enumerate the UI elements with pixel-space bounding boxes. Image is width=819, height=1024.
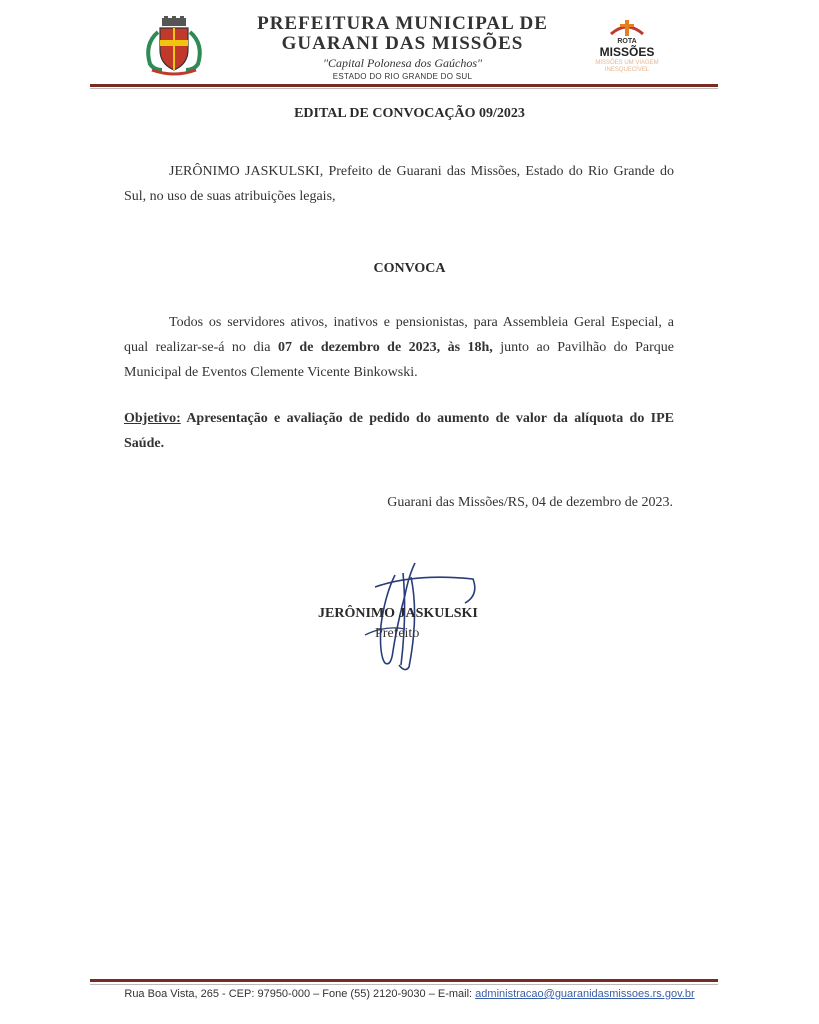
footer-rule-thin bbox=[90, 984, 718, 985]
convocation-date: 07 de dezembro de 2023, às 18h, bbox=[277, 340, 493, 355]
rota-missoes-logo bbox=[582, 18, 672, 80]
rota-tagline: MISSÕES UM VIAGEM INESQUECÍVEL bbox=[595, 60, 659, 73]
letterhead-line1: PREFEITURA MUNICIPAL DE bbox=[257, 13, 548, 34]
objective-paragraph bbox=[124, 406, 674, 456]
footer-contact bbox=[0, 988, 819, 1000]
objective-text: Apresentação e avaliação de pedido do aumento de valor da alíquota do IPE Saúde. bbox=[124, 411, 674, 451]
footer-rule bbox=[90, 979, 718, 982]
rota-cross-icon bbox=[607, 18, 647, 38]
document-title: EDITAL DE CONVOCAÇÃO 09/2023 bbox=[294, 106, 525, 121]
convocation-text-a: Todos os servidores ativos, inativos e pensionistas, para Assembleia Geral Especial, a qual realizar-se-á no dia bbox=[124, 315, 674, 355]
municipal-crest-icon bbox=[138, 16, 210, 78]
signer-role: Prefeito bbox=[375, 626, 420, 641]
letterhead-state: ESTADO DO RIO GRANDE DO SUL bbox=[332, 72, 473, 81]
letterhead bbox=[230, 14, 575, 81]
missoes-label: MISSÕES bbox=[599, 45, 655, 59]
intro-paragraph: JERÔNIMO JASKULSKI, Prefeito de Guarani das Missões, Estado do Rio Grande do Sul, no uso de suas atribuições legais, bbox=[124, 164, 674, 204]
letterhead-line2: GUARANI DAS MISSÕES bbox=[281, 33, 524, 54]
place-date: Guarani das Missões/RS, 04 de dezembro de 2023. bbox=[387, 495, 673, 510]
convocation-text-b: junto ao Pavilhão do Parque Municipal de Eventos Clemente Vicente Binkowski. bbox=[124, 340, 674, 380]
convoca-heading: CONVOCA bbox=[373, 261, 446, 276]
letterhead-motto: "Capital Polonesa dos Gaúchos" bbox=[322, 56, 483, 70]
header-rule-thin bbox=[90, 88, 718, 89]
footer-address: Rua Boa Vista, 265 - CEP: 97950-000 – Fone (55) 2120-9030 – E-mail: bbox=[124, 988, 476, 1000]
objective-label: Objetivo: bbox=[124, 411, 181, 426]
convocation-paragraph bbox=[124, 310, 674, 385]
footer-email-link[interactable]: administracao@guaranidasmissoes.rs.gov.br bbox=[475, 988, 695, 1000]
rota-label: ROTA bbox=[617, 38, 637, 45]
header-rule bbox=[90, 84, 718, 87]
signer-name: JERÔNIMO JASKULSKI bbox=[318, 606, 478, 621]
